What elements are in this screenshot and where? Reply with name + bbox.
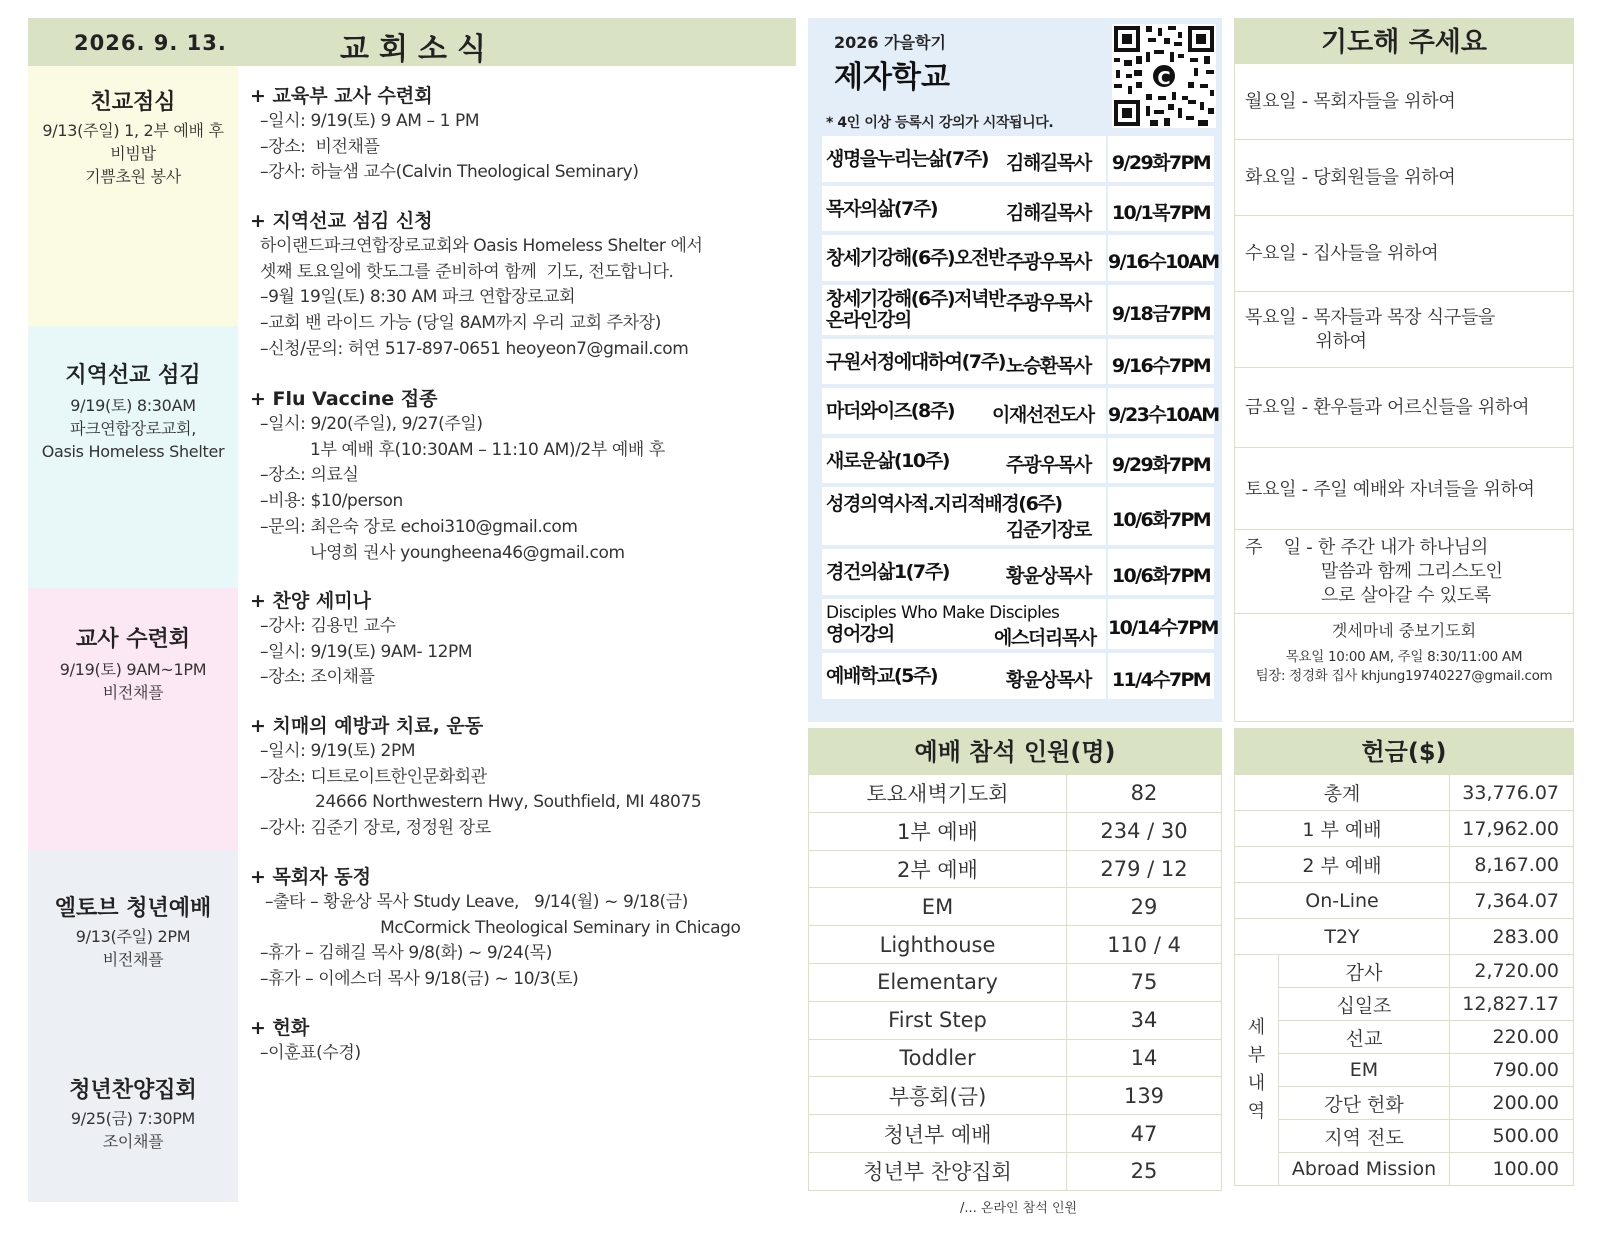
news-item-title: + 목회자 동정: [250, 866, 371, 888]
prayer-item-thursday: [1234, 292, 1574, 368]
table-row: [1235, 955, 1574, 988]
prayer-text: 주 일 - 한 주간 내가 하나님의 말씀과 함께 그리스도인 으로 살아갈 수 있도록: [1245, 537, 1503, 606]
news-item-line: –장소: 디트로이트한인문화회관: [250, 766, 487, 787]
summary-title: 친교점심: [90, 90, 176, 115]
gethsemane-title: 겟세마네 중보기도회: [1331, 621, 1477, 640]
course-name: 창세기강해(6주)오전반: [826, 247, 1005, 269]
news-item-line: –문의: 최은숙 장로 echoi310@gmail.com: [250, 516, 578, 537]
offering-detail-label: [1235, 955, 1279, 1186]
prayer-item-monday: [1234, 64, 1574, 140]
offering-label: 총계: [1235, 775, 1450, 811]
course-name: 마더와이즈(8주): [826, 400, 955, 422]
attendance-label: 부흥회(금): [809, 1077, 1067, 1115]
attendance-label: 2부 예배: [809, 850, 1067, 888]
course-teacher: 황윤상목사: [1006, 565, 1091, 587]
prayer-item-sunday: [1234, 530, 1574, 614]
course-date: 9/29화7PM: [1111, 454, 1211, 476]
course-row: [822, 653, 1214, 699]
summary-title: 교사 수련회: [76, 627, 190, 652]
offering-amount: 200.00: [1450, 1087, 1574, 1120]
news-item-line: McCormick Theological Seminary in Chicago: [250, 917, 741, 938]
table-row: [1235, 775, 1574, 811]
attendance-label: Elementary: [809, 963, 1067, 1001]
news-item-line: –이훈표(수경): [250, 1043, 361, 1063]
news-item-flowers: [250, 1015, 790, 1067]
course-date: 10/1목7PM: [1111, 202, 1211, 224]
summary-title: 지역선교 섬김: [65, 363, 201, 388]
course-teacher: 김해길목사: [1006, 202, 1091, 224]
table-row: [809, 1001, 1222, 1039]
attendance-value: 139: [1067, 1077, 1222, 1115]
attendance-table: [808, 774, 1222, 1191]
prayer-text: 화요일 - 당회원들을 위하여: [1245, 167, 1456, 188]
news-item-line: –출타 – 황윤상 목사 Study Leave, 9/14(월) ~ 9/18(금): [250, 892, 689, 912]
course-name-sub: 온라인강의: [826, 309, 911, 331]
course-name: 새로운삶(10주): [826, 450, 949, 472]
table-row: [809, 1152, 1222, 1190]
offering-amount: 7,364.07: [1450, 883, 1574, 919]
news-item-line: –일시: 9/19(토) 9 AM – 1 PM: [250, 111, 480, 131]
news-item-line: –장소: 의료실: [250, 465, 359, 486]
attendance-value: 75: [1067, 963, 1222, 1001]
news-item-line: –교회 밴 라이드 가능 (당일 8AM까지 우리 교회 주차장): [250, 313, 661, 334]
prayer-item-tuesday: [1234, 140, 1574, 216]
discipleship-semester: 2026 가을학기: [834, 33, 946, 52]
summary-line: 파크연합장로교회,: [69, 419, 197, 438]
course-teacher: 주광우목사: [1006, 251, 1091, 273]
attendance-label: EM: [809, 888, 1067, 926]
offering-label: On-Line: [1235, 883, 1450, 919]
attendance-value: 82: [1067, 775, 1222, 813]
offering-table: [1234, 774, 1574, 1186]
gethsemane-prayer: [1234, 618, 1574, 686]
table-row: [1235, 1054, 1574, 1087]
course-date: 9/16수10AM: [1108, 251, 1219, 273]
summary-lunch: [28, 89, 238, 188]
course-date: 10/14수7PM: [1108, 617, 1218, 639]
news-item-teacher-retreat: [250, 83, 790, 186]
summary-line: Oasis Homeless Shelter: [41, 442, 225, 461]
course-row: [822, 599, 1218, 649]
course-date: 10/6화7PM: [1111, 509, 1211, 531]
attendance-value: 234 / 30: [1067, 812, 1222, 850]
table-row: [809, 812, 1222, 850]
table-row: [1235, 1021, 1574, 1054]
course-teacher: 주광우목사: [1006, 292, 1091, 314]
news-item-line: –9월 19일(토) 8:30 AM 파크 연합장로교회: [250, 287, 576, 308]
news-item-line: –강사: 김준기 장로, 정정원 장로: [250, 818, 491, 839]
course-name: 목자의삶(7주): [826, 198, 938, 220]
prayer-text: 수요일 - 집사들을 위하여: [1245, 243, 1439, 264]
course-teacher: 노승환목사: [1006, 355, 1091, 377]
summary-youth-service: [28, 895, 238, 971]
attendance-label: First Step: [809, 1001, 1067, 1039]
news-item-title: + 지역선교 섬김 신청: [250, 210, 433, 232]
offering-amount: 33,776.07: [1450, 775, 1574, 811]
church-logo-icon: C: [1150, 62, 1178, 90]
course-date: 11/4수7PM: [1111, 669, 1211, 691]
attendance-title: 예배 참석 인원(명): [808, 728, 1222, 774]
prayer-title: 기도해 주세요: [1234, 18, 1574, 64]
news-item-line: –일시: 9/19(토) 9AM- 12PM: [250, 641, 473, 662]
news-item-line: 셋째 토요일에 핫도그를 준비하여 함께 기도, 전도합니다.: [250, 261, 674, 282]
attendance-value: 25: [1067, 1152, 1222, 1190]
news-item-dementia: [250, 713, 790, 842]
news-item-line: –강사: 김용민 교수: [250, 616, 396, 636]
offering-detail-char: 부: [1247, 1045, 1266, 1066]
offering-label: 선교: [1279, 1021, 1450, 1054]
summary-title: 청년찬양집회: [69, 1078, 197, 1103]
attendance-value: 47: [1067, 1115, 1222, 1153]
offering-label: 지역 전도: [1279, 1120, 1450, 1153]
news-item-line: 나영희 권사 youngheena46@gmail.com: [250, 542, 625, 563]
course-name-sub: 영어강의: [826, 623, 894, 645]
offering-label: T2Y: [1235, 919, 1450, 955]
news-item-line: –휴가 – 이에스더 목사 9/18(금) ~ 10/3(토): [250, 969, 579, 990]
offering-label: 1 부 예배: [1235, 811, 1450, 847]
summary-title: 엘토브 청년예배: [54, 896, 212, 921]
course-row: [822, 549, 1214, 595]
prayer-item-friday: [1234, 368, 1574, 448]
summary-line: 비전채플: [102, 683, 164, 702]
attendance-value: 34: [1067, 1001, 1222, 1039]
table-row: [1235, 811, 1574, 847]
offering-amount: 12,827.17: [1450, 988, 1574, 1021]
course-date: 9/16수7PM: [1111, 355, 1211, 377]
course-row: [822, 235, 1219, 281]
attendance-label: 청년부 찬양집회: [809, 1152, 1067, 1190]
offering-detail-char: 역: [1247, 1101, 1266, 1122]
course-row: [822, 487, 1214, 545]
table-row: [809, 1077, 1222, 1115]
course-date: 9/18금7PM: [1111, 303, 1211, 325]
offering-amount: 100.00: [1450, 1153, 1574, 1186]
table-row: [809, 1039, 1222, 1077]
course-name: 창세기강해(6주)저녁반: [826, 288, 1005, 310]
prayer-text: 월요일 - 목회자들을 위하여: [1245, 91, 1456, 112]
course-name: Disciples Who Make Disciples: [826, 603, 1060, 623]
news-item-line: –일시: 9/20(주일), 9/27(주일): [250, 414, 483, 434]
attendance-value: 29: [1067, 888, 1222, 926]
prayer-item-wednesday: [1234, 216, 1574, 292]
news-item-title: + Flu Vaccine 접종: [250, 388, 438, 410]
table-row: [1235, 1120, 1574, 1153]
table-row: [809, 963, 1222, 1001]
course-teacher: 이재선전도사: [992, 404, 1094, 426]
summary-line: 조이채플: [102, 1132, 164, 1151]
course-teacher: 김준기장로: [1006, 519, 1091, 541]
offering-label: EM: [1279, 1054, 1450, 1087]
news-item-title: + 헌화: [250, 1017, 310, 1039]
table-row: [1235, 919, 1574, 955]
offering-amount: 220.00: [1450, 1021, 1574, 1054]
course-row: [822, 285, 1214, 335]
news-item-title: + 교육부 교사 수련회: [250, 85, 433, 107]
course-row: [822, 438, 1214, 483]
course-row: [822, 186, 1214, 231]
attendance-label: Lighthouse: [809, 926, 1067, 964]
offering-label: 2 부 예배: [1235, 847, 1450, 883]
offering-detail-char: 내: [1247, 1073, 1266, 1094]
course-teacher: 황윤상목사: [1006, 669, 1091, 691]
news-title: 교회소식: [340, 32, 496, 67]
news-item-title: + 치매의 예방과 치료, 운동: [250, 715, 484, 737]
prayer-text: 금요일 - 환우들과 어르신들을 위하여: [1245, 397, 1530, 418]
summary-line: 비빔밥: [110, 144, 156, 163]
news-item-line: 하이랜드파크연합장로교회와 Oasis Homeless Shelter 에서: [250, 236, 703, 256]
summary-line: 9/25(금) 7:30PM: [70, 1109, 196, 1128]
news-item-local-mission: [250, 208, 790, 363]
table-row: [809, 1115, 1222, 1153]
discipleship-note: * 4인 이상 등록시 강의가 시작됩니다.: [826, 115, 1054, 131]
news-item-line: –신청/문의: 허연 517-897-0651 heoyeon7@gmail.com: [250, 338, 689, 359]
offering-label: 강단 헌화: [1279, 1087, 1450, 1120]
gethsemane-time: 목요일 10:00 AM, 주일 8:30/11:00 AM: [1285, 649, 1523, 665]
news-item-line: 24666 Northwestern Hwy, Southfield, MI 48075: [250, 792, 702, 813]
offering-amount: 283.00: [1450, 919, 1574, 955]
table-row: [809, 850, 1222, 888]
summary-line: 9/19(토) 8:30AM: [70, 396, 196, 415]
course-name: 성경의역사적.지리적배경(6주): [826, 493, 1062, 515]
news-item-line: –휴가 – 김해길 목사 9/8(화) ~ 9/24(목): [250, 943, 552, 964]
summary-line: 비전채플: [102, 950, 164, 969]
summary-line: 9/19(토) 9AM~1PM: [59, 660, 207, 679]
course-row: [822, 388, 1219, 434]
offering-label: 감사: [1279, 955, 1450, 988]
table-row: [1235, 1153, 1574, 1186]
course-date: 9/23수10AM: [1108, 404, 1219, 426]
news-item-praise-seminar: [250, 588, 790, 691]
attendance-value: 110 / 4: [1067, 926, 1222, 964]
table-row: [1235, 988, 1574, 1021]
news-item-flu-vaccine: [250, 386, 790, 566]
table-row: [809, 888, 1222, 926]
offering-amount: 2,720.00: [1450, 955, 1574, 988]
attendance-value: 279 / 12: [1067, 850, 1222, 888]
news-item-line: –장소: 비전채플: [250, 136, 380, 157]
table-row: [809, 775, 1222, 813]
table-row: [1235, 1087, 1574, 1120]
news-item-title: + 찬양 세미나: [250, 590, 371, 612]
summary-mission: [28, 362, 238, 463]
course-name: 예배학교(5주): [826, 665, 938, 687]
summary-line: 기쁨초원 봉사: [85, 167, 181, 186]
course-name: 경건의삶1(7주): [826, 561, 949, 583]
offering-amount: 790.00: [1450, 1054, 1574, 1087]
summary-teacher-retreat: [28, 626, 238, 704]
offering-label: Abroad Mission: [1279, 1153, 1450, 1186]
offering-amount: 500.00: [1450, 1120, 1574, 1153]
table-row: [1235, 847, 1574, 883]
course-row: [822, 339, 1214, 384]
gethsemane-leader: 팀장: 정경화 집사 khjung19740227@gmail.com: [1255, 668, 1553, 684]
news-item-pastor-news: [250, 864, 790, 993]
discipleship-title: 제자학교: [834, 60, 950, 95]
course-date: 9/29화7PM: [1111, 152, 1211, 174]
course-row: [822, 136, 1214, 182]
course-teacher: 주광우목사: [1006, 454, 1091, 476]
attendance-value: 14: [1067, 1039, 1222, 1077]
summary-line: 9/13(주일) 1, 2부 예배 후: [42, 121, 224, 140]
offering-detail-char: 세: [1247, 1017, 1266, 1038]
course-name: 생명을누리는삶(7주): [826, 148, 989, 170]
summary-youth-worship: [28, 1077, 238, 1153]
prayer-text: 목요일 - 목자들과 목장 식구들을 위하여: [1245, 307, 1496, 352]
news-item-line: –강사: 하늘샘 교수(Calvin Theological Seminary): [250, 162, 639, 183]
course-name: 구원서정에대하여(7주): [826, 351, 1005, 373]
attendance-note: /... 온라인 참석 인원: [960, 1201, 1078, 1216]
summary-line: 9/13(주일) 2PM: [75, 927, 191, 946]
bulletin-date: 2026. 9. 13.: [74, 31, 227, 55]
course-teacher: 에스더리목사: [994, 627, 1096, 649]
news-item-line: 1부 예배 후(10:30AM – 11:10 AM)/2부 예배 후: [250, 439, 665, 460]
news-item-line: –일시: 9/19(토) 2PM: [250, 741, 416, 761]
course-teacher: 김해길목사: [1006, 152, 1091, 174]
attendance-label: 1부 예배: [809, 812, 1067, 850]
offering-title: 헌금($): [1234, 728, 1574, 774]
table-row: [1235, 883, 1574, 919]
news-item-line: –장소: 조이채플: [250, 667, 375, 688]
news-item-line: –비용: $10/person: [250, 491, 403, 512]
prayer-text: 토요일 - 주일 예배와 자녀들을 위하여: [1245, 479, 1535, 500]
attendance-label: 청년부 예배: [809, 1115, 1067, 1153]
course-date: 10/6화7PM: [1111, 565, 1211, 587]
prayer-item-saturday: [1234, 448, 1574, 530]
offering-amount: 8,167.00: [1450, 847, 1574, 883]
offering-label: 십일조: [1279, 988, 1450, 1021]
table-row: [809, 926, 1222, 964]
attendance-label: 토요새벽기도회: [809, 775, 1067, 813]
attendance-label: Toddler: [809, 1039, 1067, 1077]
offering-amount: 17,962.00: [1450, 811, 1574, 847]
